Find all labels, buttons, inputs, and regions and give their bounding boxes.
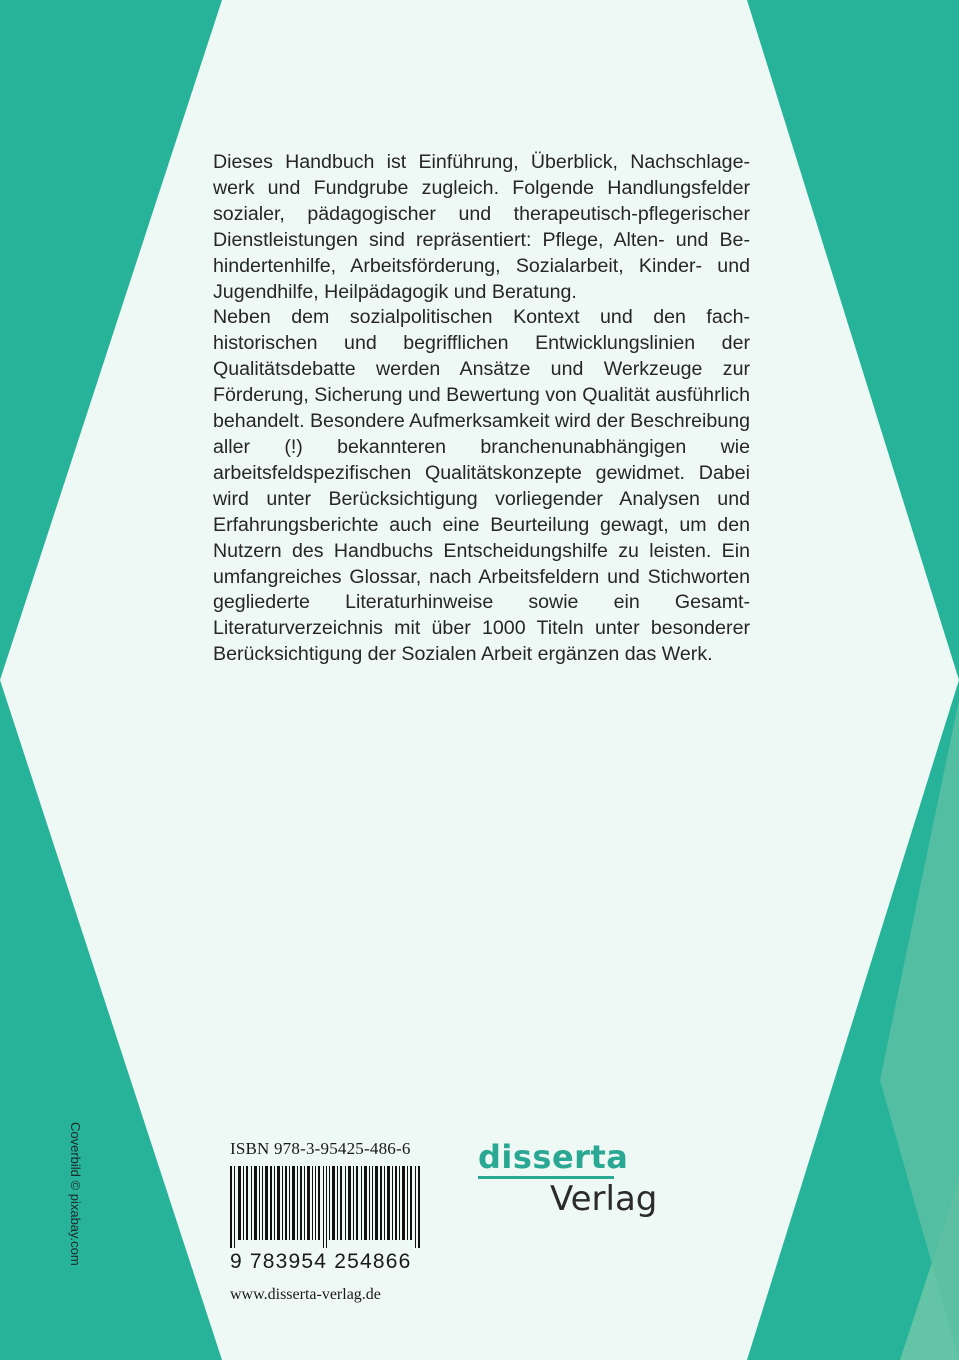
publisher-logo [478,1140,658,1217]
description-paragraph: Dieses Handbuch ist Einführung, Überblick, Nachschlagewerk und Fundgrube zugleich. Folgende Handlungsfelder sozialer, pädagogischer und therapeutisch-pflegerischer Dienstleistungen sind repräsentiert: Pflege, Alten- und Behindertenhilfe, Arbeitsförderung, Sozialarbeit, Kinder- und Jugendhilfe, Heilpädagogik und Beratung. [213,151,750,303]
publisher-website: www.disserta-verlag.de [230,1286,381,1303]
isbn-label: ISBN 978-3-95425-486-6 [230,1139,411,1158]
cover-image-credit: Coverbild © pixabay.com [68,1122,83,1266]
isbn-block [230,1138,425,1304]
logo-disserta: disserta [478,1138,629,1176]
description-paragraph: Neben dem sozialpolitischen Kontext und den fachhistorischen und begrifflichen Entwicklungslinien der Qualitätsdebatte werden Ansätze und Werkzeuge zur Förderung, Sicherung und Bewertung von Qualität ausführlich behandelt. Besondere Aufmerksamkeit wird der Beschreibung aller (!) bekannteren branchenunabhängigen wie arbeitsfeldspezifischen Qualitätskonzepte gewidmet. Dabei wird unter Berücksichtigung vorliegender Analysen und Erfahrungsberichte auch eine Beurteilung gewagt, um den Nutzern des Handbuchs Entscheidungshilfe zu leisten. Ein umfangreiches Glossar, nach Arbeitsfeldern und Stichworten gegliederte Literaturhinweise sowie ein Gesamt-Literaturverzeichnis mit über 1000 Titeln unter besonderer Berücksichtigung der Sozialen Arbeit ergänzen das Werk. [213,306,750,666]
barcode-digits: 9 783954 254866 [230,1250,412,1273]
description-text [213,150,750,668]
logo-verlag: Verlag [550,1179,658,1219]
barcode [230,1166,425,1248]
